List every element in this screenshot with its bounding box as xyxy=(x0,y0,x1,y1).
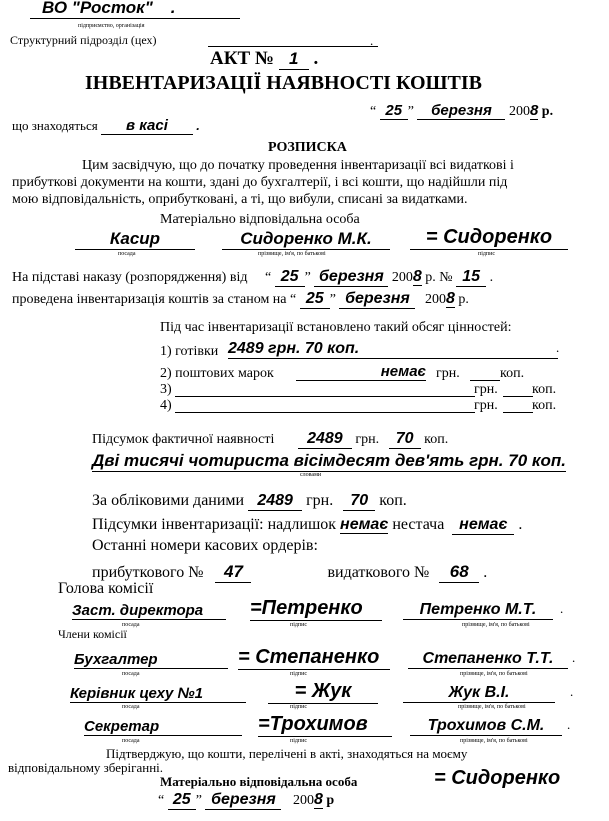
item3-kop: коп. xyxy=(532,382,557,397)
item1-dot: . xyxy=(556,340,560,355)
resp-signature: = Сидоренко xyxy=(410,226,568,250)
member2-signature: = Жук xyxy=(268,680,378,704)
receipt-heading: РОЗПИСКА xyxy=(268,140,347,155)
order-numbers-line: прибуткового № 47 видаткового № 68 . xyxy=(92,562,488,581)
head-name: Петренко М.Т. xyxy=(403,601,553,620)
resp-position: Касир xyxy=(75,229,195,250)
member1-position: Бухгалтер xyxy=(74,651,228,669)
subdivision-label: Структурний підрозділ (цех) xyxy=(10,33,157,47)
result-line: Підсумки інвентаризації: надлишок немає нестача немає . xyxy=(92,516,523,533)
location-line: що знаходяться в касі . xyxy=(12,117,200,134)
item2-value: немає xyxy=(296,363,426,381)
member2-signature-caption: підпис xyxy=(290,704,308,710)
member1-signature: = Степаненко xyxy=(238,646,390,670)
item2-label: 2) поштових марок xyxy=(160,366,274,381)
resp-name-caption: прізвище, ім'я, по батькові xyxy=(258,251,326,257)
book-total-line: За обліковими даними 2489 грн. 70 коп. xyxy=(92,492,407,509)
inventory-intro: Під час інвентаризації встановлено такий обсяг цінностей: xyxy=(160,320,512,335)
member2-dot: . xyxy=(570,684,574,699)
member3-signature: =Трохимов xyxy=(258,713,392,737)
member1-name-caption: прізвище, ім'я, по батькові xyxy=(460,671,528,677)
item4-uah: грн. xyxy=(474,398,498,413)
head-position: Заст. директора xyxy=(72,602,226,620)
organization-value: ВО "Росток" . xyxy=(30,0,240,19)
head-name-caption: прізвище, ім'я, по батькові xyxy=(462,622,530,628)
member2-position-caption: посада xyxy=(122,704,140,710)
item4-kop: коп. xyxy=(532,398,557,413)
confirm-line1: Підтверджую, що кошти, перелічені в акті, знаходяться на моєму xyxy=(106,746,468,761)
head-signature: =Петренко xyxy=(250,597,382,621)
member2-name-caption: прізвище, ім'я, по батькові xyxy=(458,704,526,710)
item3-uah: грн. xyxy=(474,382,498,397)
member3-name-caption: прізвище, ім'я, по батькові xyxy=(460,738,528,744)
member3-dot: . xyxy=(567,717,571,732)
words-caption: словами xyxy=(300,472,322,478)
commission-members-label: Члени комісії xyxy=(58,627,127,641)
item3-label: 3) xyxy=(160,382,172,397)
member3-position: Секретар xyxy=(84,718,242,736)
confirm-resp-label: Матеріально відповідальна особа xyxy=(160,774,358,789)
member1-position-caption: посада xyxy=(122,671,140,677)
member1-dot: . xyxy=(572,650,576,665)
item2-uah: грн. xyxy=(436,366,460,381)
commission-head-label: Голова комісії xyxy=(58,580,154,597)
item2-kop-line xyxy=(470,380,500,381)
act-number: 1 xyxy=(279,49,309,70)
member2-name: Жук В.І. xyxy=(403,684,555,703)
inventory-date-line: проведена інвентаризація коштів за станом на “ 25 ” березня 2008 р. xyxy=(12,290,469,307)
resp-signature-caption: підпис xyxy=(478,251,496,257)
member3-position-caption: посада xyxy=(122,738,140,744)
act-title: АКТ № 1 . xyxy=(210,48,319,69)
act-date: “ 25 ” березня 2008 р. xyxy=(370,102,554,119)
member1-signature-caption: підпис xyxy=(290,671,308,677)
subdivision-dot: . xyxy=(370,33,374,48)
head-position-caption: посада xyxy=(122,622,140,628)
head-dot: . xyxy=(560,601,564,616)
item3-kop-line xyxy=(503,396,533,397)
receipt-line3: мою відповідальність, оприбутковані, а ті, що вибули, списані за видатками. xyxy=(12,192,468,207)
confirm-line2: відповідальному зберіганні. xyxy=(8,760,164,775)
item2-kop: коп. xyxy=(500,366,525,381)
item3-line xyxy=(175,396,475,397)
receipt-line2: прибуткові документи на кошти, здані до бухгалтерії, і всі кошти, що надійшли під xyxy=(12,175,508,190)
orders-label: Останні номери касових ордерів: xyxy=(92,537,318,554)
item1-value: 2489 грн. 70 коп. xyxy=(228,340,558,359)
resp-name: Сидоренко М.К. xyxy=(222,229,390,250)
subdivision-line xyxy=(208,46,378,47)
page-title: ІНВЕНТАРИЗАЦІЇ НАЯВНОСТІ КОШТІВ xyxy=(85,72,482,94)
confirm-signature: = Сидоренко xyxy=(434,767,561,789)
member1-name: Степаненко Т.Т. xyxy=(408,650,568,669)
resp-position-caption: посада xyxy=(118,251,136,257)
head-signature-caption: підпис xyxy=(290,622,308,628)
receipt-line1: Цим засвідчую, що до початку проведення інвентаризації всі видаткові і xyxy=(82,158,514,173)
actual-total-line: Підсумок фактичної наявності 2489 грн. 70 коп. xyxy=(92,430,449,447)
item4-kop-line xyxy=(503,412,533,413)
responsible-label: Матеріально відповідальна особа xyxy=(160,212,360,227)
item1-label: 1) готівки xyxy=(160,344,219,359)
member2-position: Керівник цеху №1 xyxy=(70,685,246,703)
item4-label: 4) xyxy=(160,398,172,413)
member3-name: Трохимов С.М. xyxy=(410,717,562,736)
order-line: На підставі наказу (розпорядження) від “ 25 ” березня 2008 р. № 15 . xyxy=(12,268,494,285)
item4-line xyxy=(175,412,475,413)
member3-signature-caption: підпис xyxy=(290,738,308,744)
confirm-date: “ 25 ” березня 2008 р xyxy=(158,791,335,808)
organization-caption: підприємство, організація xyxy=(78,23,145,29)
total-in-words: Дві тисячі чотириста вісімдесят дев'ять грн. 70 коп. xyxy=(92,451,566,470)
